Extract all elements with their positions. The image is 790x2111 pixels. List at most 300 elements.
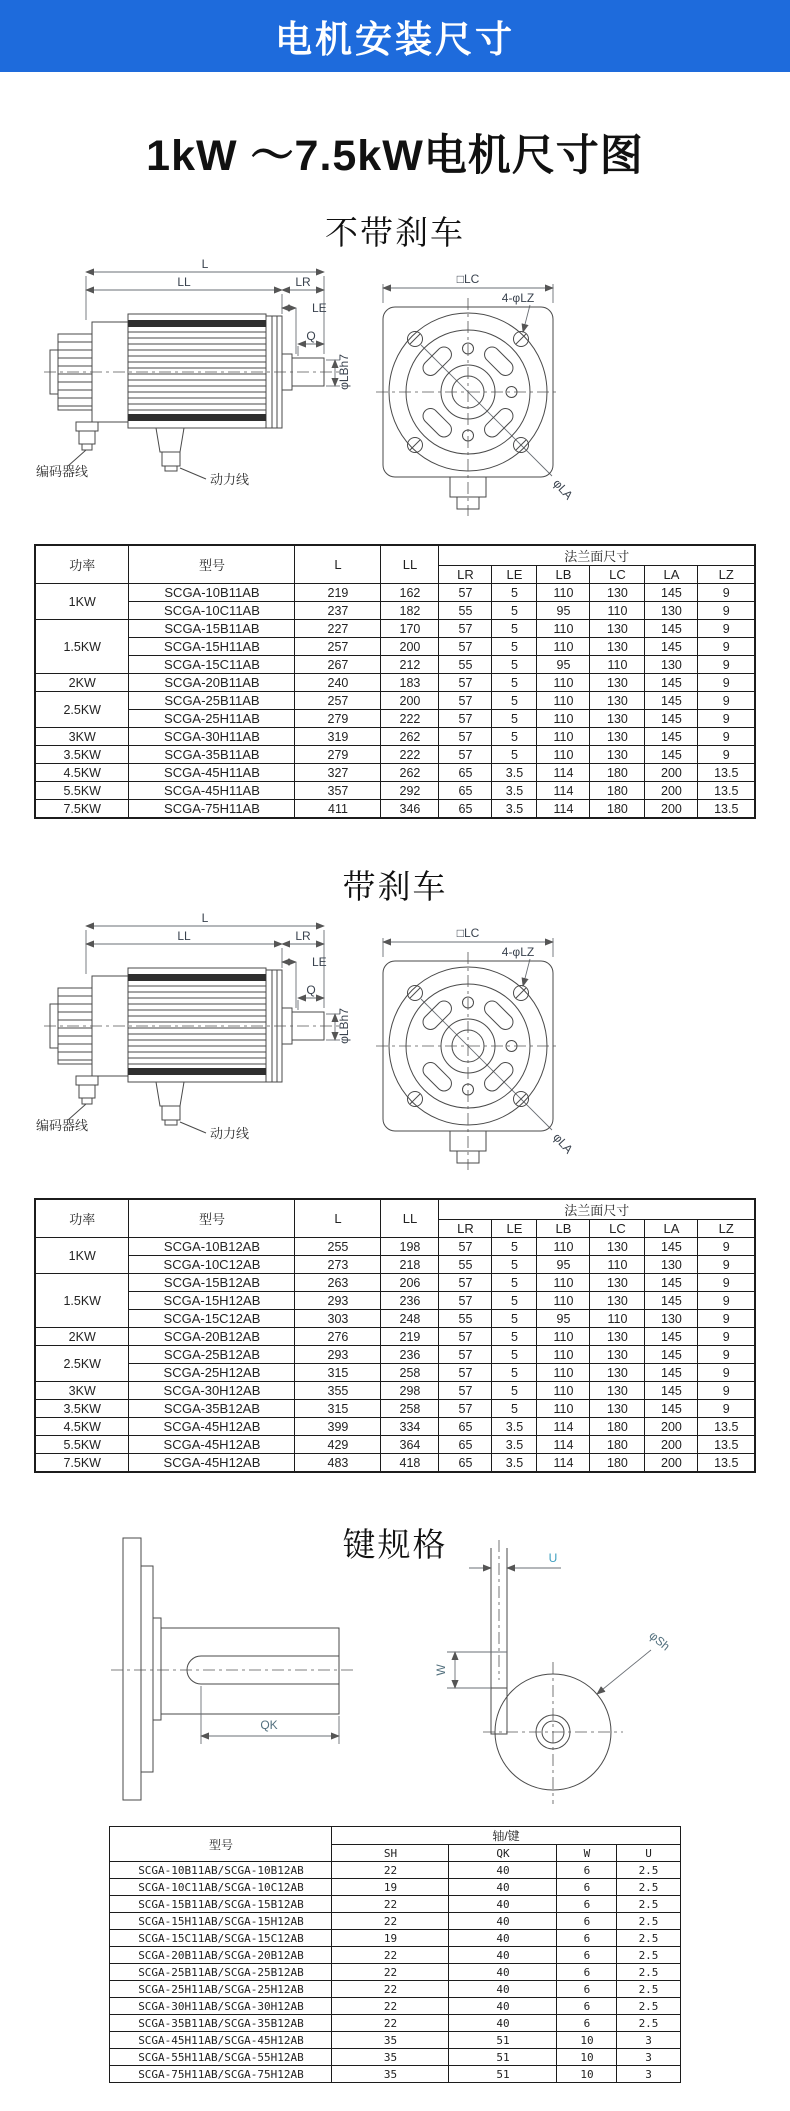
dim-cell: 315: [295, 1364, 381, 1382]
power-cell: 7.5KW: [35, 800, 129, 819]
dim-cell: 65: [439, 764, 492, 782]
dim-cell: 65: [439, 800, 492, 819]
col-header-shaft-key: 轴/键: [332, 1827, 680, 1845]
dim-cell: 145: [645, 1238, 698, 1256]
dim-cell: 2.5: [617, 1879, 680, 1896]
no-brake-dimension-table: [34, 544, 756, 819]
dim-cell: 9: [698, 1292, 755, 1310]
dim-cell: 262: [381, 764, 439, 782]
key-spec-drawing: [95, 1532, 695, 1812]
dim-label-lc: □LC: [456, 272, 480, 286]
dim-cell: 40: [449, 2015, 557, 2032]
dim-cell: 110: [537, 692, 590, 710]
dim-cell: 357: [295, 782, 381, 800]
motor-dimension-drawing: [36, 912, 596, 1180]
dim-label-le: LE: [312, 955, 327, 969]
table-row: [35, 620, 755, 638]
dim-cell: 180: [590, 1418, 645, 1436]
dim-cell: 267: [295, 656, 381, 674]
dim-cell: 5: [492, 746, 537, 764]
model-cell: SCGA-20B12AB: [129, 1328, 295, 1346]
dim-cell: 9: [698, 1238, 755, 1256]
dim-cell: 2.5: [617, 1947, 680, 1964]
key-side-view: [123, 1538, 339, 1800]
page-title: 1kW ～7.5kW电机尺寸图: [146, 132, 644, 180]
dim-cell: 40: [449, 1930, 557, 1947]
dim-cell: 262: [381, 728, 439, 746]
dim-cell: 3.5: [492, 1436, 537, 1454]
table-row: [110, 2015, 680, 2032]
power-cell: 1.5KW: [35, 1274, 129, 1328]
table-row: [35, 1274, 755, 1292]
dim-cell: 110: [537, 584, 590, 602]
dim-cell: 57: [439, 1292, 492, 1310]
dim-cell: 130: [590, 1382, 645, 1400]
dim-cell: 279: [295, 746, 381, 764]
dim-cell: 22: [332, 1947, 449, 1964]
section-no-brake: [0, 207, 790, 819]
dim-cell: 180: [590, 764, 645, 782]
dim-cell: 13.5: [698, 1418, 755, 1436]
dim-cell: 200: [645, 764, 698, 782]
dim-cell: 6: [557, 2015, 617, 2032]
dim-cell: 145: [645, 674, 698, 692]
dim-cell: 19: [332, 1879, 449, 1896]
dim-cell: 279: [295, 710, 381, 728]
dim-cell: 57: [439, 692, 492, 710]
dim-cell: 6: [557, 1998, 617, 2015]
dim-cell: 182: [381, 602, 439, 620]
col-header-lb: LB: [537, 1220, 590, 1238]
model-cell: SCGA-15H11AB: [129, 638, 295, 656]
dim-cell: 57: [439, 746, 492, 764]
dim-cell: 130: [590, 1400, 645, 1418]
dim-cell: 13.5: [698, 1454, 755, 1473]
dim-cell: 212: [381, 656, 439, 674]
dim-cell: 257: [295, 638, 381, 656]
dim-cell: 65: [439, 1454, 492, 1473]
dim-cell: 40: [449, 1998, 557, 2015]
model-cell: SCGA-30H11AB/SCGA-30H12AB: [110, 1998, 332, 2015]
power-cell: 3.5KW: [35, 746, 129, 764]
dim-cell: 55: [439, 1310, 492, 1328]
col-header-sh: SH: [332, 1845, 449, 1862]
dim-cell: 130: [645, 1310, 698, 1328]
dim-cell: 57: [439, 1328, 492, 1346]
dim-cell: 35: [332, 2032, 449, 2049]
dim-label-sh: φSh: [646, 1628, 673, 1654]
dim-cell: 3: [617, 2032, 680, 2049]
dim-cell: 327: [295, 764, 381, 782]
col-header-model: 型号: [110, 1827, 332, 1862]
dim-cell: 3.5: [492, 782, 537, 800]
col-header-l: L: [295, 1199, 381, 1238]
dim-cell: 145: [645, 620, 698, 638]
section-title-no-brake: 不带刹车: [325, 214, 465, 251]
dim-cell: 5: [492, 1346, 537, 1364]
col-header-lr: LR: [439, 566, 492, 584]
dim-cell: 5: [492, 638, 537, 656]
dim-cell: 5: [492, 1274, 537, 1292]
dim-cell: 57: [439, 1274, 492, 1292]
col-header-le: LE: [492, 566, 537, 584]
dim-cell: 114: [537, 1436, 590, 1454]
dim-label-lz: 4-φLZ: [501, 945, 535, 959]
side-view-dimensions: [86, 272, 340, 386]
dim-cell: 10: [557, 2066, 617, 2083]
dim-cell: 55: [439, 656, 492, 674]
model-cell: SCGA-25B12AB: [129, 1346, 295, 1364]
dim-cell: 258: [381, 1364, 439, 1382]
dim-cell: 237: [295, 602, 381, 620]
dim-cell: 9: [698, 728, 755, 746]
dim-cell: 3: [617, 2049, 680, 2066]
dim-cell: 110: [537, 728, 590, 746]
no-brake-drawing: [36, 258, 790, 526]
table-row: [110, 2032, 680, 2049]
dim-label-ll: LL: [177, 929, 191, 943]
dim-cell: 110: [537, 638, 590, 656]
dim-cell: 114: [537, 800, 590, 819]
dim-cell: 9: [698, 746, 755, 764]
power-cell: 2.5KW: [35, 1346, 129, 1382]
dim-cell: 95: [537, 1310, 590, 1328]
dim-label-w: W: [434, 1664, 448, 1676]
table-row: [110, 1947, 680, 1964]
table-row: [35, 1364, 755, 1382]
dim-cell: 57: [439, 674, 492, 692]
key-section-view: [491, 1548, 611, 1790]
power-cell: 3.5KW: [35, 1400, 129, 1418]
dim-cell: 9: [698, 1328, 755, 1346]
power-cell: 3KW: [35, 728, 129, 746]
power-cell: 2.5KW: [35, 692, 129, 728]
dim-cell: 183: [381, 674, 439, 692]
dim-cell: 110: [537, 1364, 590, 1382]
model-cell: SCGA-45H11AB/SCGA-45H12AB: [110, 2032, 332, 2049]
dim-cell: 222: [381, 746, 439, 764]
dim-cell: 200: [645, 1454, 698, 1473]
table-row: [35, 1346, 755, 1364]
dim-cell: 22: [332, 1998, 449, 2015]
dim-cell: 6: [557, 1964, 617, 1981]
power-cell: 2KW: [35, 1328, 129, 1346]
dim-cell: 110: [537, 746, 590, 764]
col-header-power: 功率: [35, 545, 129, 584]
model-cell: SCGA-45H12AB: [129, 1436, 295, 1454]
dim-cell: 248: [381, 1310, 439, 1328]
dim-cell: 6: [557, 1981, 617, 1998]
dim-cell: 200: [645, 1418, 698, 1436]
model-cell: SCGA-20B11AB/SCGA-20B12AB: [110, 1947, 332, 1964]
dim-cell: 9: [698, 638, 755, 656]
dim-cell: 355: [295, 1382, 381, 1400]
dim-label-l: L: [201, 912, 209, 925]
dim-cell: 95: [537, 1256, 590, 1274]
dim-cell: 95: [537, 656, 590, 674]
dim-cell: 9: [698, 602, 755, 620]
dim-cell: 180: [590, 800, 645, 819]
dim-cell: 110: [537, 1292, 590, 1310]
table-row: [110, 1981, 680, 1998]
dim-cell: 57: [439, 1382, 492, 1400]
table-row: [35, 1400, 755, 1418]
dim-cell: 130: [590, 674, 645, 692]
model-cell: SCGA-15B11AB: [129, 620, 295, 638]
dim-cell: 110: [590, 602, 645, 620]
model-cell: SCGA-25B11AB: [129, 692, 295, 710]
dim-cell: 40: [449, 1947, 557, 1964]
model-cell: SCGA-35B11AB/SCGA-35B12AB: [110, 2015, 332, 2032]
dim-cell: 319: [295, 728, 381, 746]
dim-cell: 22: [332, 1913, 449, 1930]
col-header-model: 型号: [129, 545, 295, 584]
col-header-flange: 法兰面尺寸: [439, 545, 755, 566]
model-cell: SCGA-45H11AB: [129, 764, 295, 782]
dim-cell: 130: [645, 656, 698, 674]
dim-cell: 130: [590, 638, 645, 656]
dim-cell: 483: [295, 1454, 381, 1473]
dim-cell: 5: [492, 1310, 537, 1328]
dim-cell: 222: [381, 710, 439, 728]
dim-cell: 2.5: [617, 1862, 680, 1879]
dim-cell: 315: [295, 1400, 381, 1418]
table-row: [110, 1862, 680, 1879]
dim-cell: 40: [449, 1964, 557, 1981]
section-title-brake: 带刹车: [342, 868, 448, 905]
dim-cell: 276: [295, 1328, 381, 1346]
dim-cell: 51: [449, 2049, 557, 2066]
model-cell: SCGA-75H11AB/SCGA-75H12AB: [110, 2066, 332, 2083]
dim-cell: 9: [698, 1274, 755, 1292]
power-cell: 4.5KW: [35, 1418, 129, 1436]
model-cell: SCGA-10B12AB: [129, 1238, 295, 1256]
dim-cell: 2.5: [617, 1913, 680, 1930]
dim-cell: 219: [381, 1328, 439, 1346]
dim-cell: 110: [537, 1238, 590, 1256]
dim-cell: 2.5: [617, 1981, 680, 1998]
dim-cell: 57: [439, 710, 492, 728]
dim-cell: 145: [645, 1382, 698, 1400]
model-cell: SCGA-75H11AB: [129, 800, 295, 819]
banner-title: 电机安装尺寸: [275, 19, 515, 60]
col-header-ll: LL: [381, 545, 439, 584]
dim-cell: 2.5: [617, 2015, 680, 2032]
model-cell: SCGA-20B11AB: [129, 674, 295, 692]
power-cell: 5.5KW: [35, 782, 129, 800]
power-wire-label: 动力线: [210, 472, 250, 487]
dim-cell: 10: [557, 2049, 617, 2066]
dim-cell: 22: [332, 1862, 449, 1879]
dim-cell: 130: [590, 710, 645, 728]
dim-cell: 236: [381, 1292, 439, 1310]
col-header-le: LE: [492, 1220, 537, 1238]
dim-cell: 130: [590, 728, 645, 746]
dim-cell: 13.5: [698, 1436, 755, 1454]
dim-cell: 200: [645, 800, 698, 819]
dim-cell: 273: [295, 1256, 381, 1274]
dim-cell: 5: [492, 1400, 537, 1418]
table-row: [35, 1436, 755, 1454]
model-cell: SCGA-45H12AB: [129, 1454, 295, 1473]
section-title-key: 键规格: [342, 1526, 448, 1563]
dim-cell: 13.5: [698, 800, 755, 819]
dim-cell: 145: [645, 638, 698, 656]
table-row: [35, 1328, 755, 1346]
table-row: [35, 1418, 755, 1436]
dim-cell: 130: [590, 1346, 645, 1364]
model-cell: SCGA-15H11AB/SCGA-15H12AB: [110, 1913, 332, 1930]
dim-cell: 57: [439, 1238, 492, 1256]
dim-cell: 5: [492, 1292, 537, 1310]
model-cell: SCGA-45H11AB: [129, 782, 295, 800]
dim-cell: 9: [698, 710, 755, 728]
table-row: [35, 602, 755, 620]
dim-cell: 6: [557, 1862, 617, 1879]
table-row: [35, 1454, 755, 1473]
dim-cell: 114: [537, 782, 590, 800]
table-row: [35, 584, 755, 602]
brake-drawing: [36, 912, 790, 1180]
table-row: [35, 746, 755, 764]
dim-label-la: φLA: [550, 476, 576, 503]
table-row: [110, 2066, 680, 2083]
col-header-model: 型号: [129, 1199, 295, 1238]
dim-cell: 95: [537, 602, 590, 620]
section-key-spec: [0, 1519, 790, 2083]
col-header-qk: QK: [449, 1845, 557, 1862]
col-header-lc: LC: [590, 1220, 645, 1238]
dim-cell: 51: [449, 2066, 557, 2083]
dim-cell: 145: [645, 1328, 698, 1346]
dim-cell: 65: [439, 1436, 492, 1454]
model-cell: SCGA-15C12AB: [129, 1310, 295, 1328]
table-row: [35, 1292, 755, 1310]
dim-cell: 110: [537, 1382, 590, 1400]
model-cell: SCGA-45H12AB: [129, 1418, 295, 1436]
dim-cell: 22: [332, 2015, 449, 2032]
col-header-u: U: [617, 1845, 680, 1862]
dim-cell: 13.5: [698, 782, 755, 800]
dim-cell: 6: [557, 1879, 617, 1896]
dim-cell: 303: [295, 1310, 381, 1328]
model-cell: SCGA-10B11AB/SCGA-10B12AB: [110, 1862, 332, 1879]
model-cell: SCGA-15C11AB/SCGA-15C12AB: [110, 1930, 332, 1947]
key-spec-table: [109, 1826, 680, 2083]
dim-cell: 110: [590, 1256, 645, 1274]
dim-cell: 110: [590, 1310, 645, 1328]
table-row: [35, 1238, 755, 1256]
model-cell: SCGA-30H11AB: [129, 728, 295, 746]
dim-label-shaft-dia: φLBh7: [337, 1008, 351, 1044]
col-header-lr: LR: [439, 1220, 492, 1238]
encoder-wire-label: 编码器线: [36, 1118, 89, 1133]
dim-cell: 3.5: [492, 1454, 537, 1473]
dim-cell: 130: [590, 1292, 645, 1310]
dim-cell: 40: [449, 1981, 557, 1998]
dim-cell: 40: [449, 1879, 557, 1896]
dim-cell: 114: [537, 764, 590, 782]
dim-cell: 35: [332, 2049, 449, 2066]
table-row: [35, 782, 755, 800]
dim-label-u: U: [548, 1551, 558, 1565]
col-header-w: W: [557, 1845, 617, 1862]
dim-label-lc: □LC: [456, 926, 480, 940]
dim-cell: 411: [295, 800, 381, 819]
model-cell: SCGA-25H11AB: [129, 710, 295, 728]
col-header-la: LA: [645, 1220, 698, 1238]
dim-cell: 6: [557, 1947, 617, 1964]
dim-cell: 40: [449, 1896, 557, 1913]
dim-cell: 145: [645, 1364, 698, 1382]
dim-cell: 334: [381, 1418, 439, 1436]
dim-cell: 57: [439, 1346, 492, 1364]
dim-cell: 57: [439, 584, 492, 602]
table-row: [35, 710, 755, 728]
power-cell: 1KW: [35, 584, 129, 620]
dim-cell: 5: [492, 1382, 537, 1400]
encoder-wire-label: 编码器线: [36, 464, 89, 479]
dim-cell: 55: [439, 1256, 492, 1274]
dim-cell: 200: [381, 692, 439, 710]
model-cell: SCGA-55H11AB/SCGA-55H12AB: [110, 2049, 332, 2066]
dim-cell: 3.5: [492, 1418, 537, 1436]
dim-cell: 22: [332, 1981, 449, 1998]
dim-cell: 240: [295, 674, 381, 692]
dim-cell: 145: [645, 1346, 698, 1364]
dim-cell: 5: [492, 728, 537, 746]
side-view-dimensions: [86, 926, 340, 1040]
dim-cell: 9: [698, 1400, 755, 1418]
table-row: [110, 1964, 680, 1981]
dim-cell: 110: [590, 656, 645, 674]
dim-cell: 180: [590, 1436, 645, 1454]
dim-cell: 5: [492, 656, 537, 674]
dim-cell: 263: [295, 1274, 381, 1292]
table-row: [110, 1930, 680, 1947]
dim-cell: 2.5: [617, 1896, 680, 1913]
dim-cell: 5: [492, 692, 537, 710]
dim-cell: 145: [645, 1274, 698, 1292]
dim-cell: 227: [295, 620, 381, 638]
dim-cell: 364: [381, 1436, 439, 1454]
dim-cell: 293: [295, 1346, 381, 1364]
dim-cell: 57: [439, 638, 492, 656]
dim-cell: 145: [645, 1400, 698, 1418]
dim-cell: 110: [537, 674, 590, 692]
dim-cell: 9: [698, 1256, 755, 1274]
dim-cell: 13.5: [698, 764, 755, 782]
model-cell: SCGA-15B11AB/SCGA-15B12AB: [110, 1896, 332, 1913]
dim-cell: 65: [439, 1418, 492, 1436]
dim-cell: 162: [381, 584, 439, 602]
col-header-la: LA: [645, 566, 698, 584]
dim-cell: 110: [537, 1274, 590, 1292]
dim-label-qk: QK: [260, 1718, 278, 1732]
model-cell: SCGA-25H11AB/SCGA-25H12AB: [110, 1981, 332, 1998]
dim-cell: 35: [332, 2066, 449, 2083]
dim-cell: 130: [590, 1364, 645, 1382]
dim-cell: 9: [698, 1346, 755, 1364]
dim-cell: 110: [537, 620, 590, 638]
dim-cell: 22: [332, 1964, 449, 1981]
dim-cell: 2.5: [617, 1930, 680, 1947]
dim-cell: 9: [698, 692, 755, 710]
dim-cell: 114: [537, 1454, 590, 1473]
dim-cell: 198: [381, 1238, 439, 1256]
dim-cell: 218: [381, 1256, 439, 1274]
dim-cell: 346: [381, 800, 439, 819]
